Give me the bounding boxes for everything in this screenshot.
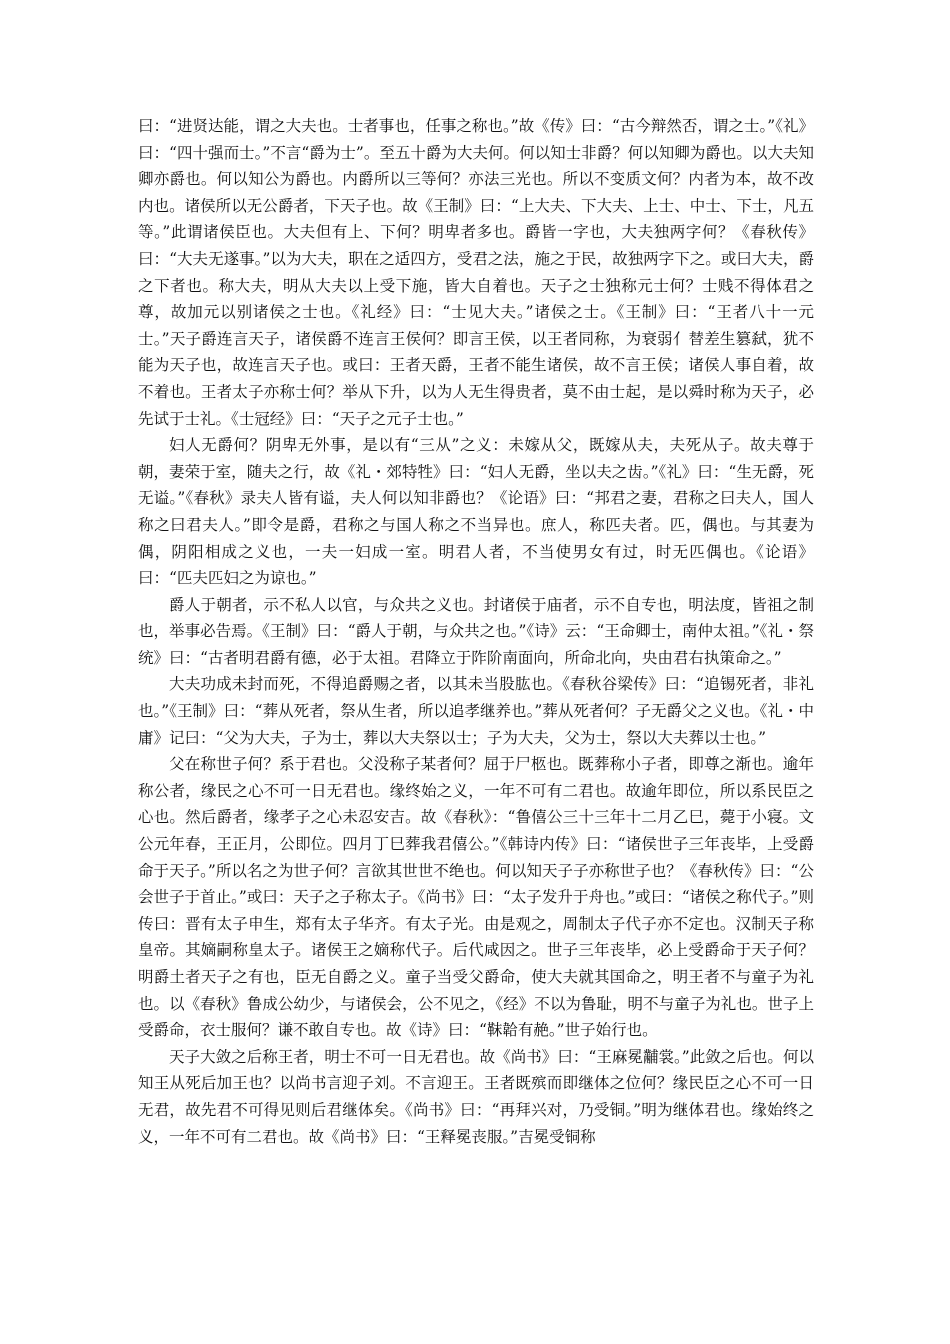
paragraph-4: 大夫功成未封而死，不得追爵赐之者，以其未当股肱也。《春秋谷梁传》曰：“追锡死者，非礼也。”《王制》曰：“葬从死者，祭从生者，所以追孝继养也。”葬从死者何？子无爵父之义也。《礼・中庸》记曰：“父为大夫，子为士，葬以大夫祭以士；子为大夫，父为士，祭以大夫葬以士也。” — [138, 675, 814, 747]
paragraph-6: 天子大敛之后称王者，明士不可一日无君也。故《尚书》曰：“王麻冕黼裳。”此敛之后也。何以知王从死后加王也？以尚书言迎子刘。不言迎王。王者既殡而即继体之位何？缘民臣之心不可一日无君，故先君不可得见则后君继体矣。《尚书》曰：“再拜兴对，乃受铜。”明为继体君也。缘始终之义，一年不可有二君也。故《尚书》曰：“王释冕丧服。”吉冕受铜称 — [138, 1047, 814, 1146]
document-body — [138, 113, 814, 1150]
paragraph-5: 父在称世子何？系于君也。父没称子某者何？屈于尸柩也。既葬称小子者，即尊之渐也。逾年称公者，缘民之心不可一日无君也。缘终始之义，一年不可有二君也。故逾年即位，所以系民臣之心也。然后爵者，缘孝子之心未忍安吉。故《春秋》：“鲁僖公三十三年十二月乙巳，薨于小寝。文公元年春，王正月，公即位。四月丁巳葬我君僖公。”《韩诗内传》曰：“诸侯世子三年丧毕，上受爵命于天子。”所以名之为世子何？言欲其世世不绝也。何以知天子子亦称世子也？《春秋传》曰：“公会世子于首止。”或曰：天子之子称太子。《尚书》曰：“太子发升于舟也。”或曰：“诸侯之称代子。”则传曰：晋有太子申生，郑有太子华齐。有太子光。由是观之，周制太子代子亦不定也。汉制天子称皇帝。其嫡嗣称皇太子。诸侯王之嫡称代子。后代咸因之。世子三年丧毕，必上受爵命于天子何？明爵土者天子之有也，臣无自爵之义。童子当受父爵命，使大夫就其国命之，明王者不与童子为礼也。以《春秋》鲁成公幼少，与诸侯会，公不见之，《经》不以为鲁耻，明不与童子为礼也。世子上受爵命，衣士服何？谦不敢自专也。故《诗》曰：“靺韐有赩。”世子始行也。 — [138, 755, 814, 1040]
paragraph-1: 曰：“进贤达能，谓之大夫也。士者事也，任事之称也。”故《传》曰：“古今辩然否，谓之士。”《礼》曰：“四十强而士。”不言“爵为士”。至五十爵为大夫何。何以知士非爵？何以知卿为爵也。以大夫知卿亦爵也。何以知公为爵也。内爵所以三等何？亦法三光也。所以不变质文何？内者为本，故不改内也。诸侯所以无公爵者，下天子也。故《王制》曰：“上大夫、下大夫、上士、中士、下士，凡五等。”此谓诸侯臣也。大夫但有上、下何？明卑者多也。爵皆一字也，大夫独两字何？《春秋传》曰：“大夫无遂事。”以为大夫，职在之适四方，受君之法，施之于民，故独两字下之。或曰大夫，爵之下者也。称大夫，明从大夫以上受下施，皆大自着也。天子之士独称元士何？士贱不得体君之尊，故加元以别诸侯之士也。《礼经》曰：“士见大夫。”诸侯之士。《王制》曰：“王者八十一元士。”天子爵连言天子，诸侯爵不连言王侯何？即言王侯，以王者同称，为衰弱亻替差生篡弑，犹不能为天子也，故连言天子也。或曰：王者天爵，王者不能生诸侯，故不言王侯；诸侯人事自着，故不着也。王者太子亦称士何？举从下升，以为人无生得贵者，莫不由士起，是以舜时称为天子，必先试于士礼。《士冠经》曰：“天子之元子士也。” — [138, 117, 814, 428]
paragraph-2: 妇人无爵何？阴卑无外事，是以有“三从”之义：未嫁从父，既嫁从夫，夫死从子。故夫尊于朝，妻荣于室，随夫之行，故《礼・郊特牲》曰：“妇人无爵，坐以夫之齿。”《礼》曰：“生无爵，死无谥。”《春秋》录夫人皆有谥，夫人何以知非爵也？《论语》曰：“邦君之妻，君称之曰夫人，国人称之曰君夫人。”即令是爵，君称之与国人称之不当异也。庶人，称匹夫者。匹，偶也。与其妻为偶，阴阳相成之义也，一夫一妇成一室。明君人者，不当使男女有过，时无匹偶也。《论语》曰：“匹夫匹妇之为谅也。” — [138, 436, 814, 588]
paragraph-3: 爵人于朝者，示不私人以官，与众共之义也。封诸侯于庙者，示不自专也，明法度，皆祖之制也，举事必告焉。《王制》曰：“爵人于朝，与众共之也。”《诗》云：“王命卿士，南仲太祖。”《礼・祭统》曰：“古者明君爵有德，必于太祖。君降立于阼阶南面向，所命北向，央由君右执策命之。” — [138, 595, 814, 667]
